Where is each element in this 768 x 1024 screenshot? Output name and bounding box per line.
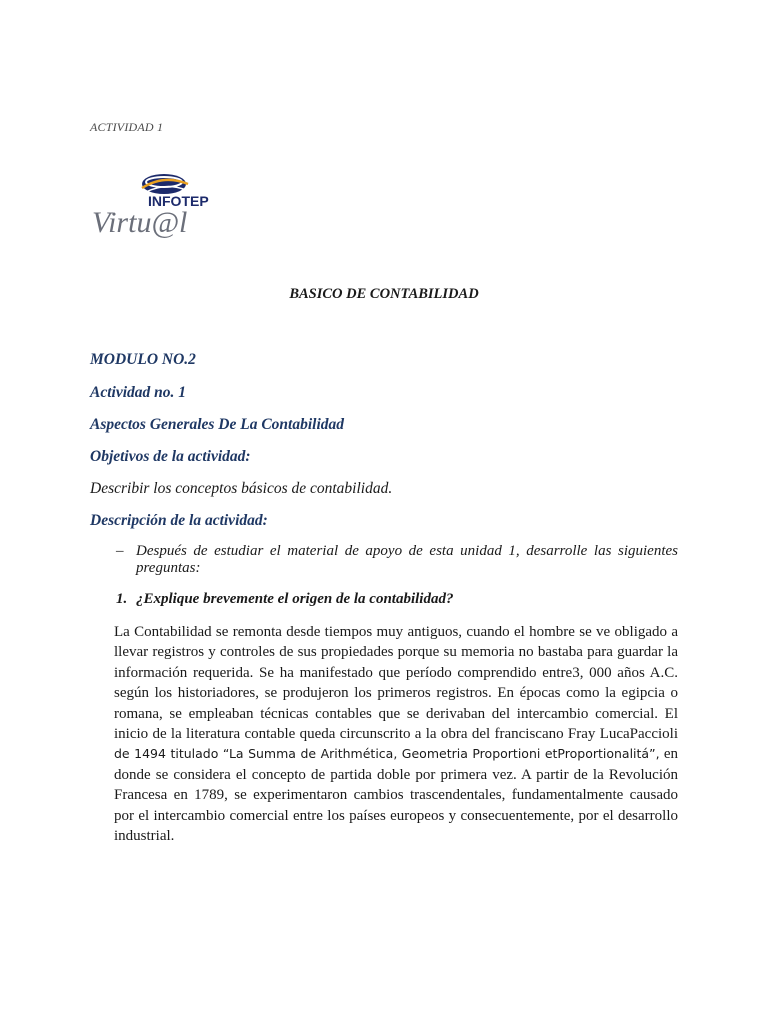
answer-text-part3: en donde se considera el concepto de partida doble por primera vez. A partir de la Revolución Francesa en 1789, se experimentaron cambios trascendentales, fundamentalmente causado por el intercambio comercial entre los países europeos y consecuentemente, por el desarrollo industrial. (114, 746, 678, 845)
question-text: ¿Explique brevemente el origen de la contabilidad? (136, 591, 454, 607)
bullet-dash: – (116, 543, 124, 559)
document-title: BASICO DE CONTABILIDAD (289, 286, 479, 302)
answer-text-part2: de 1494 titulado “La Summa de Arithmética, Geometria Proportioni etProportionalitá”, (114, 746, 660, 762)
question-heading (116, 591, 453, 608)
infotep-virtual-logo (90, 170, 209, 242)
logo-bottom-text: Virtu@l (92, 206, 188, 239)
answer-text-part1: La Contabilidad se remonta desde tiempos muy antiguos, cuando el hombre se ve obligado a llevar registros y controles de sus propiedades porque su memoria no bastaba para guardar la información requerida. Se ha manifestado que período comprendido entre3, 000 años A.C. según los historiadores, se produjeron los primeros registros. En épocas como la egipcia o romana, se empleaban técnicas contables que se derivaban del intercambio comercial. El inicio de la literatura contable queda circunscrito a la obra del franciscano Fray LucaPaccioli (114, 624, 678, 743)
answer-paragraph (114, 622, 678, 846)
infotep-logo-graphic (90, 170, 209, 242)
objectives-text: Describir los conceptos básicos de contabilidad. (90, 480, 393, 497)
question-number: 1. (116, 591, 128, 607)
logo-top-text: INFOTEP (148, 193, 209, 209)
description-heading: Descripción de la actividad: (90, 512, 268, 529)
instruction-bullet (116, 543, 678, 577)
module-heading: MODULO NO.2 (90, 351, 196, 368)
bullet-text: Después de estudiar el material de apoyo de esta unidad 1, desarrolle las siguientes preguntas: (136, 543, 678, 576)
objectives-heading: Objetivos de la actividad: (90, 448, 251, 465)
activity-header-label: ACTIVIDAD 1 (90, 120, 164, 134)
topic-heading: Aspectos Generales De La Contabilidad (90, 416, 345, 433)
activity-number-heading: Actividad no. 1 (90, 384, 187, 401)
